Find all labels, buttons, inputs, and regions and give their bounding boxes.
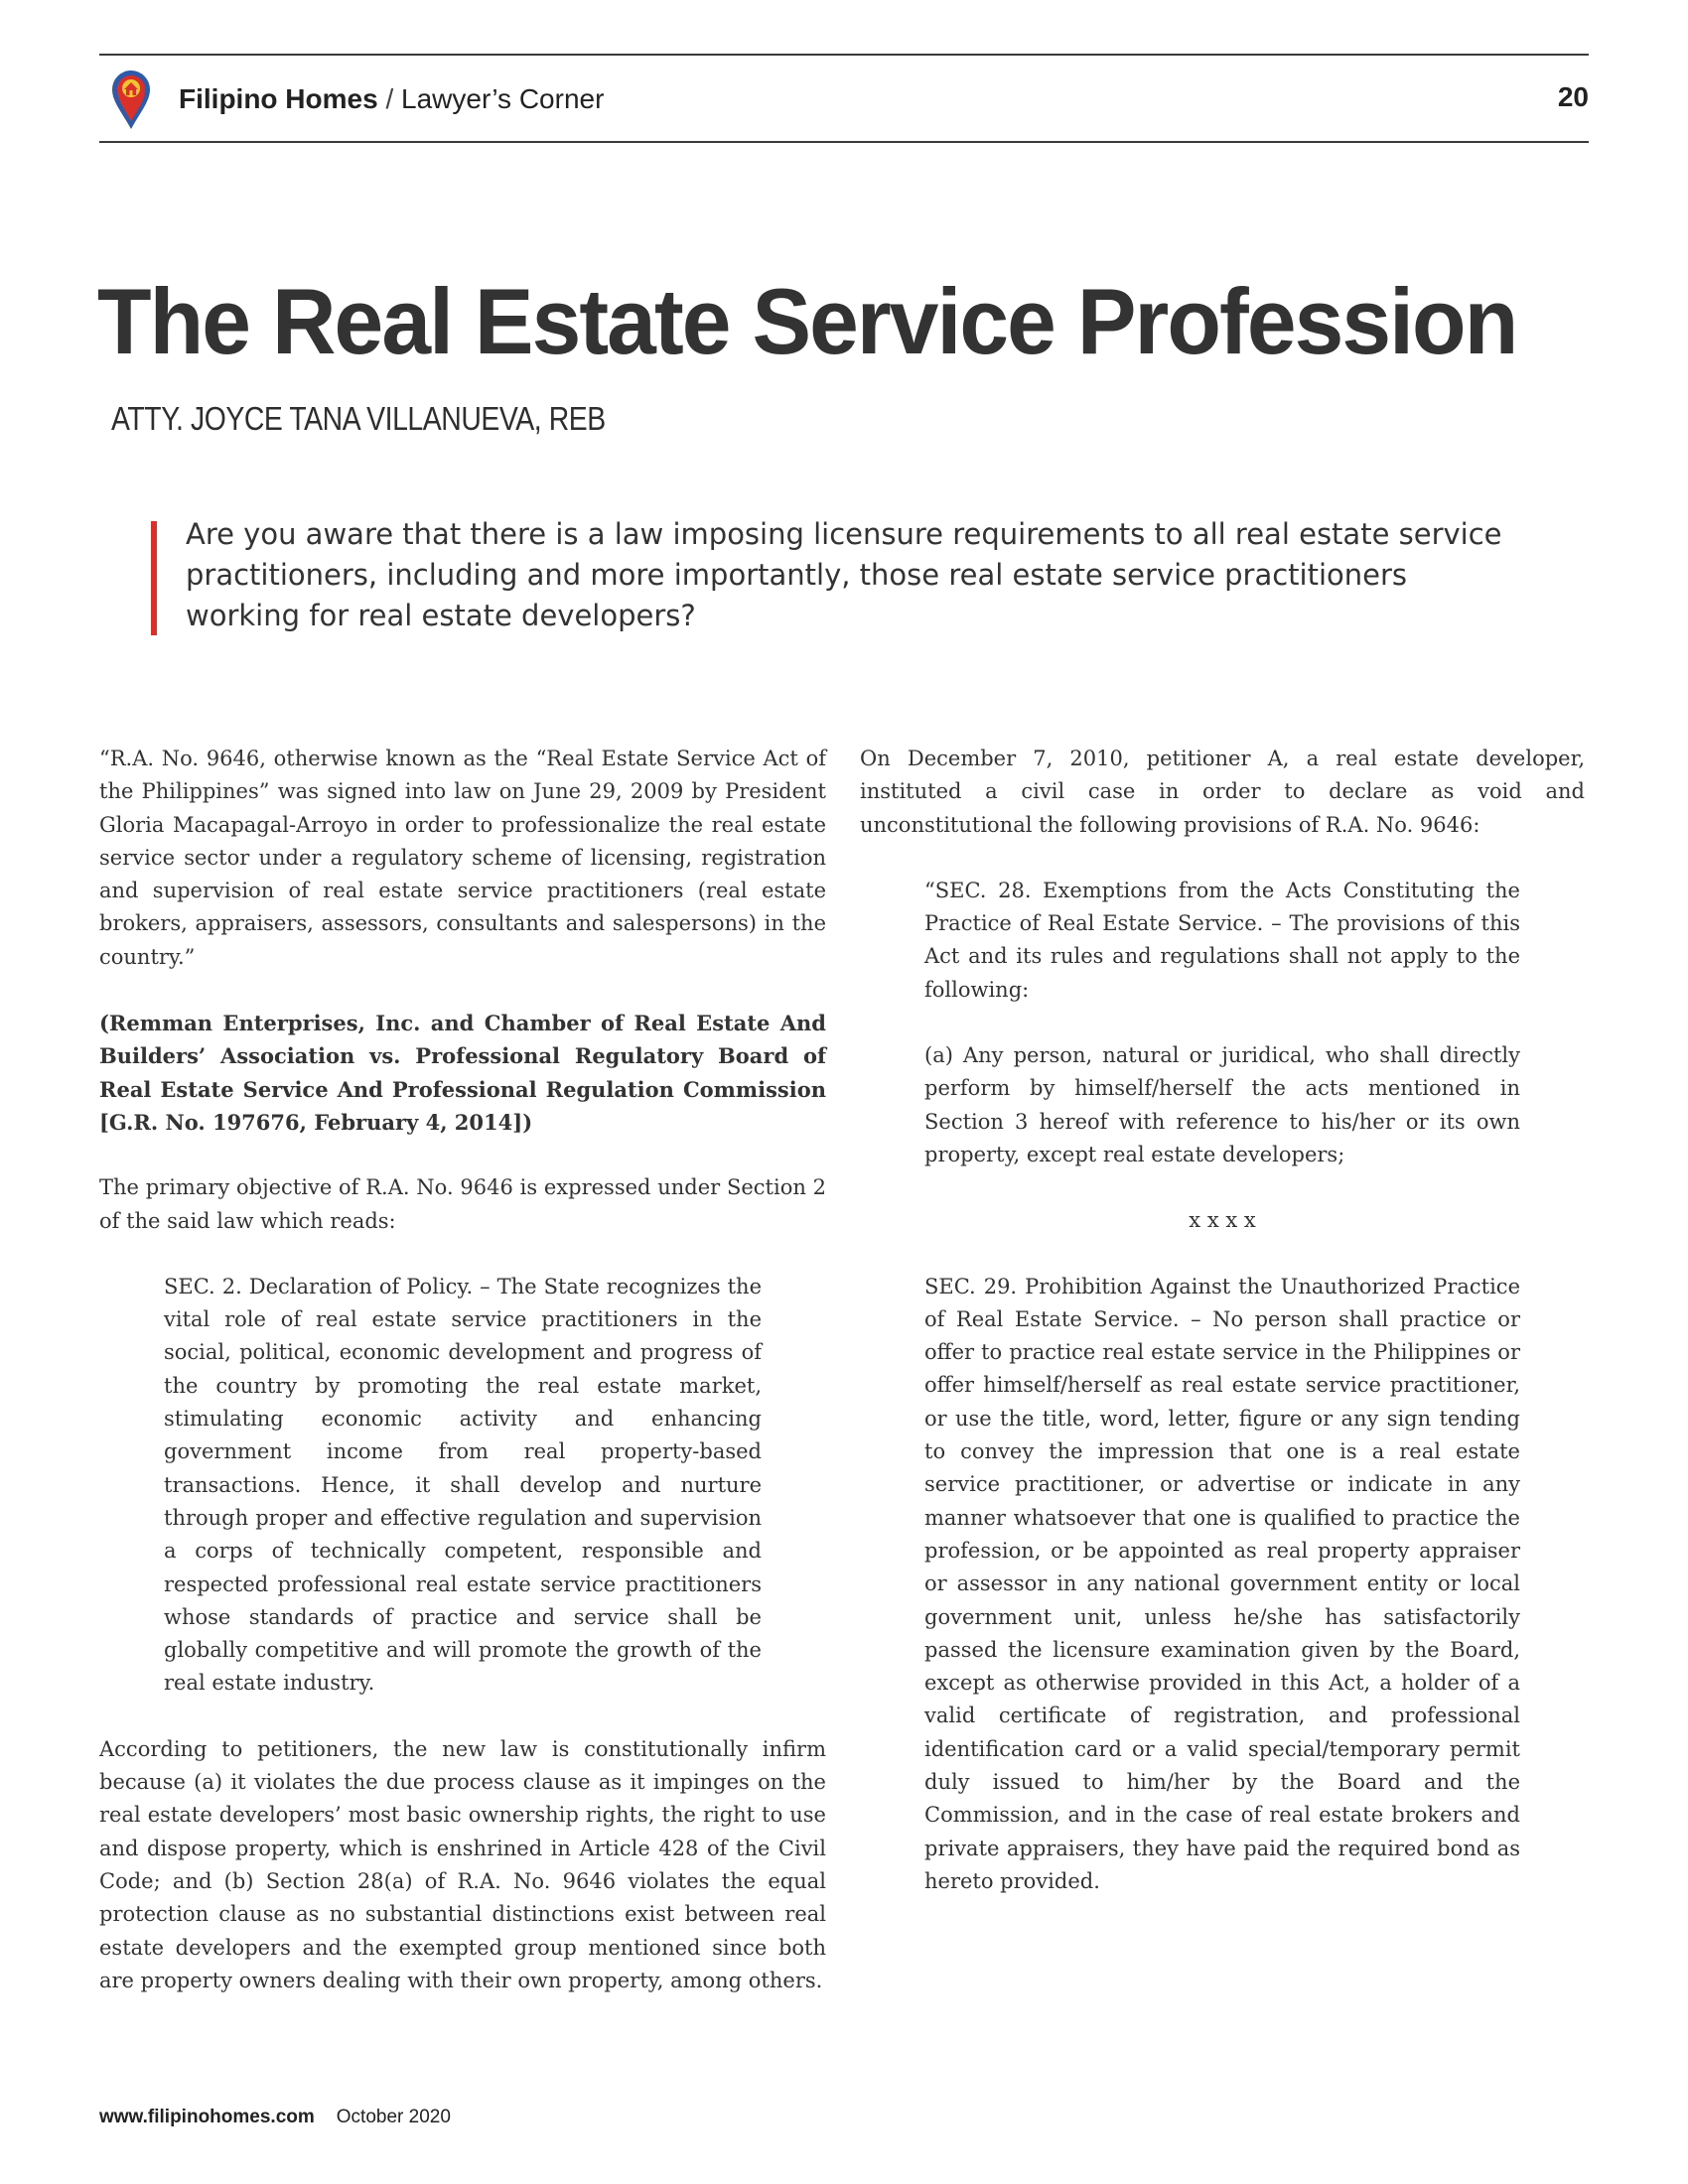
page-footer bbox=[99, 2107, 451, 2128]
case-citation: (Remman Enterprises, Inc. and Chamber of Real Estate And Builders’ Association vs. Professional Regulatory Board of Real Estate Service And Professional Regulation Commission [G.R. No. 197676, February 4, 2014]) bbox=[99, 1011, 826, 1135]
left-column bbox=[99, 743, 826, 1997]
footer-date: October 2020 bbox=[336, 2107, 451, 2127]
brand-breadcrumb bbox=[179, 83, 604, 115]
article-author: ATTY. JOYCE TANA VILLANUEVA, REB bbox=[111, 400, 606, 437]
pull-quote-accent-bar bbox=[151, 521, 157, 635]
section-28a-quote: (a) Any person, natural or juridical, who shall directly perform by himself/herself the acts mentioned in Section 3 hereof with reference to his/her or its own property, except real estate developers; bbox=[924, 1043, 1520, 1166]
location-pin-house-icon bbox=[109, 68, 153, 131]
header-bottom-rule bbox=[99, 141, 1589, 143]
breadcrumb-separator: / bbox=[377, 83, 402, 114]
section-28-quote: “SEC. 28. Exemptions from the Acts Constituting the Practice of Real Estate Service. – The provisions of this Act and its rules and regulations shall not apply to the following: bbox=[924, 878, 1520, 1002]
section-29-quote: SEC. 29. Prohibition Against the Unauthorized Practice of Real Estate Service. – No person shall practice or offer to practice real estate service in the Philippines or offer himself/herself as real estate service practitioner, or use the title, word, letter, figure or any sign tending to convey the impression that one is a real estate service practitioner, or advertise or indicate in any manner whatsoever that one is qualified to practice the profession, or be appointed as real property appraiser or assessor in any national government entity or local government unit, unless he/she has satisfactorily passed the licensure examination given by the Board, except as otherwise provided in this Act, a holder of a valid certificate of registration, and professional identification card or a valid special/temporary permit duly issued to him/her by the Board and the Commission, and in the case of real estate brokers and private appraisers, they have paid the required bond as hereto provided. bbox=[924, 1274, 1520, 1893]
brand-name: Filipino Homes bbox=[179, 83, 378, 114]
footer-url: www.filipinohomes.com bbox=[99, 2107, 315, 2127]
section-name: Lawyer’s Corner bbox=[401, 83, 605, 114]
objective-paragraph: The primary objective of R.A. No. 9646 is expressed under Section 2 of the said law which reads: bbox=[99, 1175, 826, 1233]
page-number: 20 bbox=[1557, 81, 1589, 112]
civil-case-paragraph: On December 7, 2010, petitioner A, a real estate developer, instituted a civil case in order to declare as void and unconstitutional the following provisions of R.A. No. 9646: bbox=[860, 747, 1585, 837]
ellipsis-marker: x x x x bbox=[1189, 1208, 1256, 1233]
article-title: The Real Estate Service Profession bbox=[97, 269, 1517, 373]
section-2-quote: SEC. 2. Declaration of Policy. – The State recognizes the vital role of real estate service practitioners in the social, political, economic development and progress of the country by promoting the real estate market, stimulating economic activity and enhancing government income from real property-based transactions. Hence, it shall develop and nurture through proper and effective regulation and supervision a corps of technically competent, responsible and respected professional real estate service practitioners whose standards of practice and service shall be globally competitive and will promote the growth of the real estate industry. bbox=[164, 1274, 762, 1696]
petitioners-argument-paragraph: According to petitioners, the new law is constitutionally infirm because (a) it violates the due process clause as it impinges on the real estate developers’ most basic ownership rights, the right to use and dispose property, which is enshrined in Article 428 of the Civil Code; and (b) Section 28(a) of R.A. No. 9646 violates the equal protection clause as no substantial distinctions exist between real estate developers and the exempted group mentioned since both are property owners dealing with their own property, among others. bbox=[99, 1736, 826, 1992]
right-column bbox=[860, 743, 1585, 1898]
pull-quote: Are you aware that there is a law imposing licensure requirements to all real estate service practitioners, including and more importantly, those real estate service practitioners working for real estate developers? bbox=[186, 517, 1502, 632]
header-top-rule bbox=[99, 54, 1589, 56]
page-header bbox=[99, 66, 1589, 133]
intro-paragraph: “R.A. No. 9646, otherwise known as the “Real Estate Service Act of the Philippines” was signed into law on June 29, 2009 by President Gloria Macapagal-Arroyo in order to professionalize the real estate service sector under a regulatory scheme of licensing, registration and supervision of real estate service practitioners (real estate brokers, appraisers, assessors, consultants and salespersons) in the country.” bbox=[99, 747, 826, 969]
